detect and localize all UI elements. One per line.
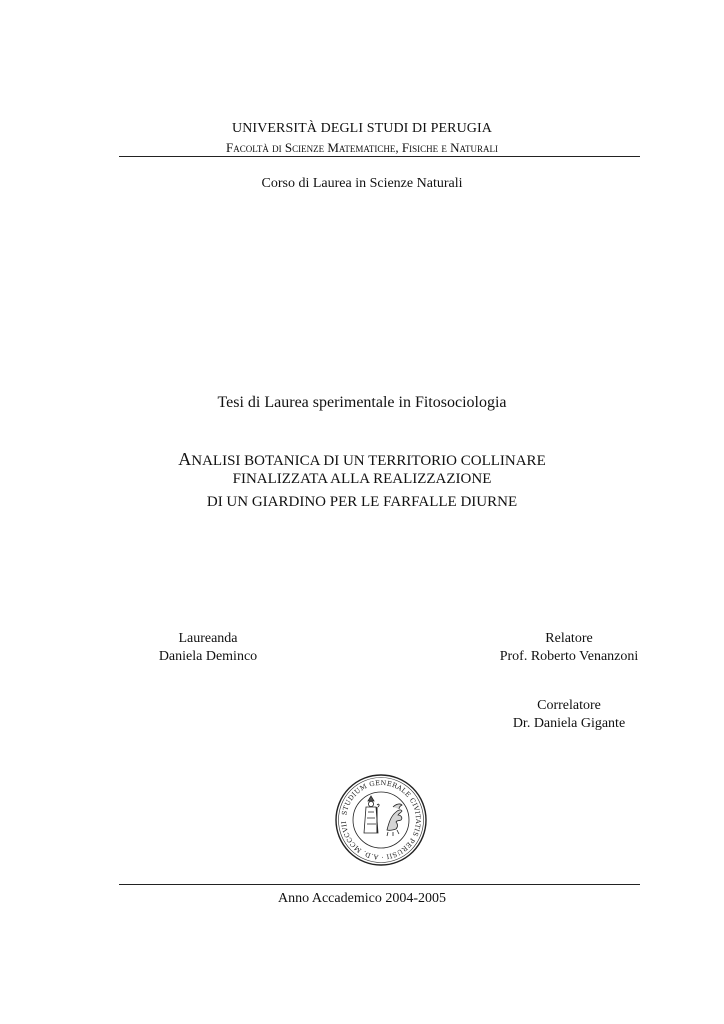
- coadvisor-block: [488, 697, 650, 733]
- student-block: [140, 630, 276, 666]
- svg-text:STUDIUM GENERALE CIVITATIS PER: STUDIUM GENERALE CIVITATIS PERUSII · A.D. MCCCVII: [339, 778, 423, 862]
- thesis-title-line-3: DI UN GIARDINO PER LE FARFALLE DIURNE: [206, 494, 518, 510]
- student-role: Laureanda: [178, 631, 238, 646]
- student-name: Daniela Deminco: [158, 649, 258, 664]
- faculty-name: Facoltà di Scienze Matematiche, Fisiche e Naturali: [225, 140, 499, 155]
- thesis-title-line-2: FINALIZZATA ALLA REALIZZAZIONE: [232, 471, 492, 487]
- thesis-title-line-1: [0, 449, 724, 470]
- footer-divider: [119, 884, 640, 885]
- academic-year: Anno Accademico 2004-2005: [278, 891, 446, 906]
- header-divider: [119, 156, 640, 157]
- university-seal-icon: [335, 774, 427, 866]
- advisor-block: [478, 630, 660, 666]
- title-line-1-rest: NALISI BOTANICA DI UN TERRITORIO COLLINARE: [191, 453, 546, 469]
- advisor-role: Relatore: [545, 631, 593, 646]
- university-name: UNIVERSITÀ DEGLI STUDI DI PERUGIA: [232, 121, 492, 136]
- degree-course: Corso di Laurea in Scienze Naturali: [261, 176, 463, 191]
- thesis-type: Tesi di Laurea sperimentale in Fitosociologia: [217, 394, 507, 411]
- coadvisor-name: Dr. Daniela Gigante: [512, 716, 626, 731]
- title-initial: A: [178, 449, 192, 469]
- coadvisor-role: Correlatore: [537, 698, 601, 713]
- advisor-name: Prof. Roberto Venanzoni: [499, 649, 639, 664]
